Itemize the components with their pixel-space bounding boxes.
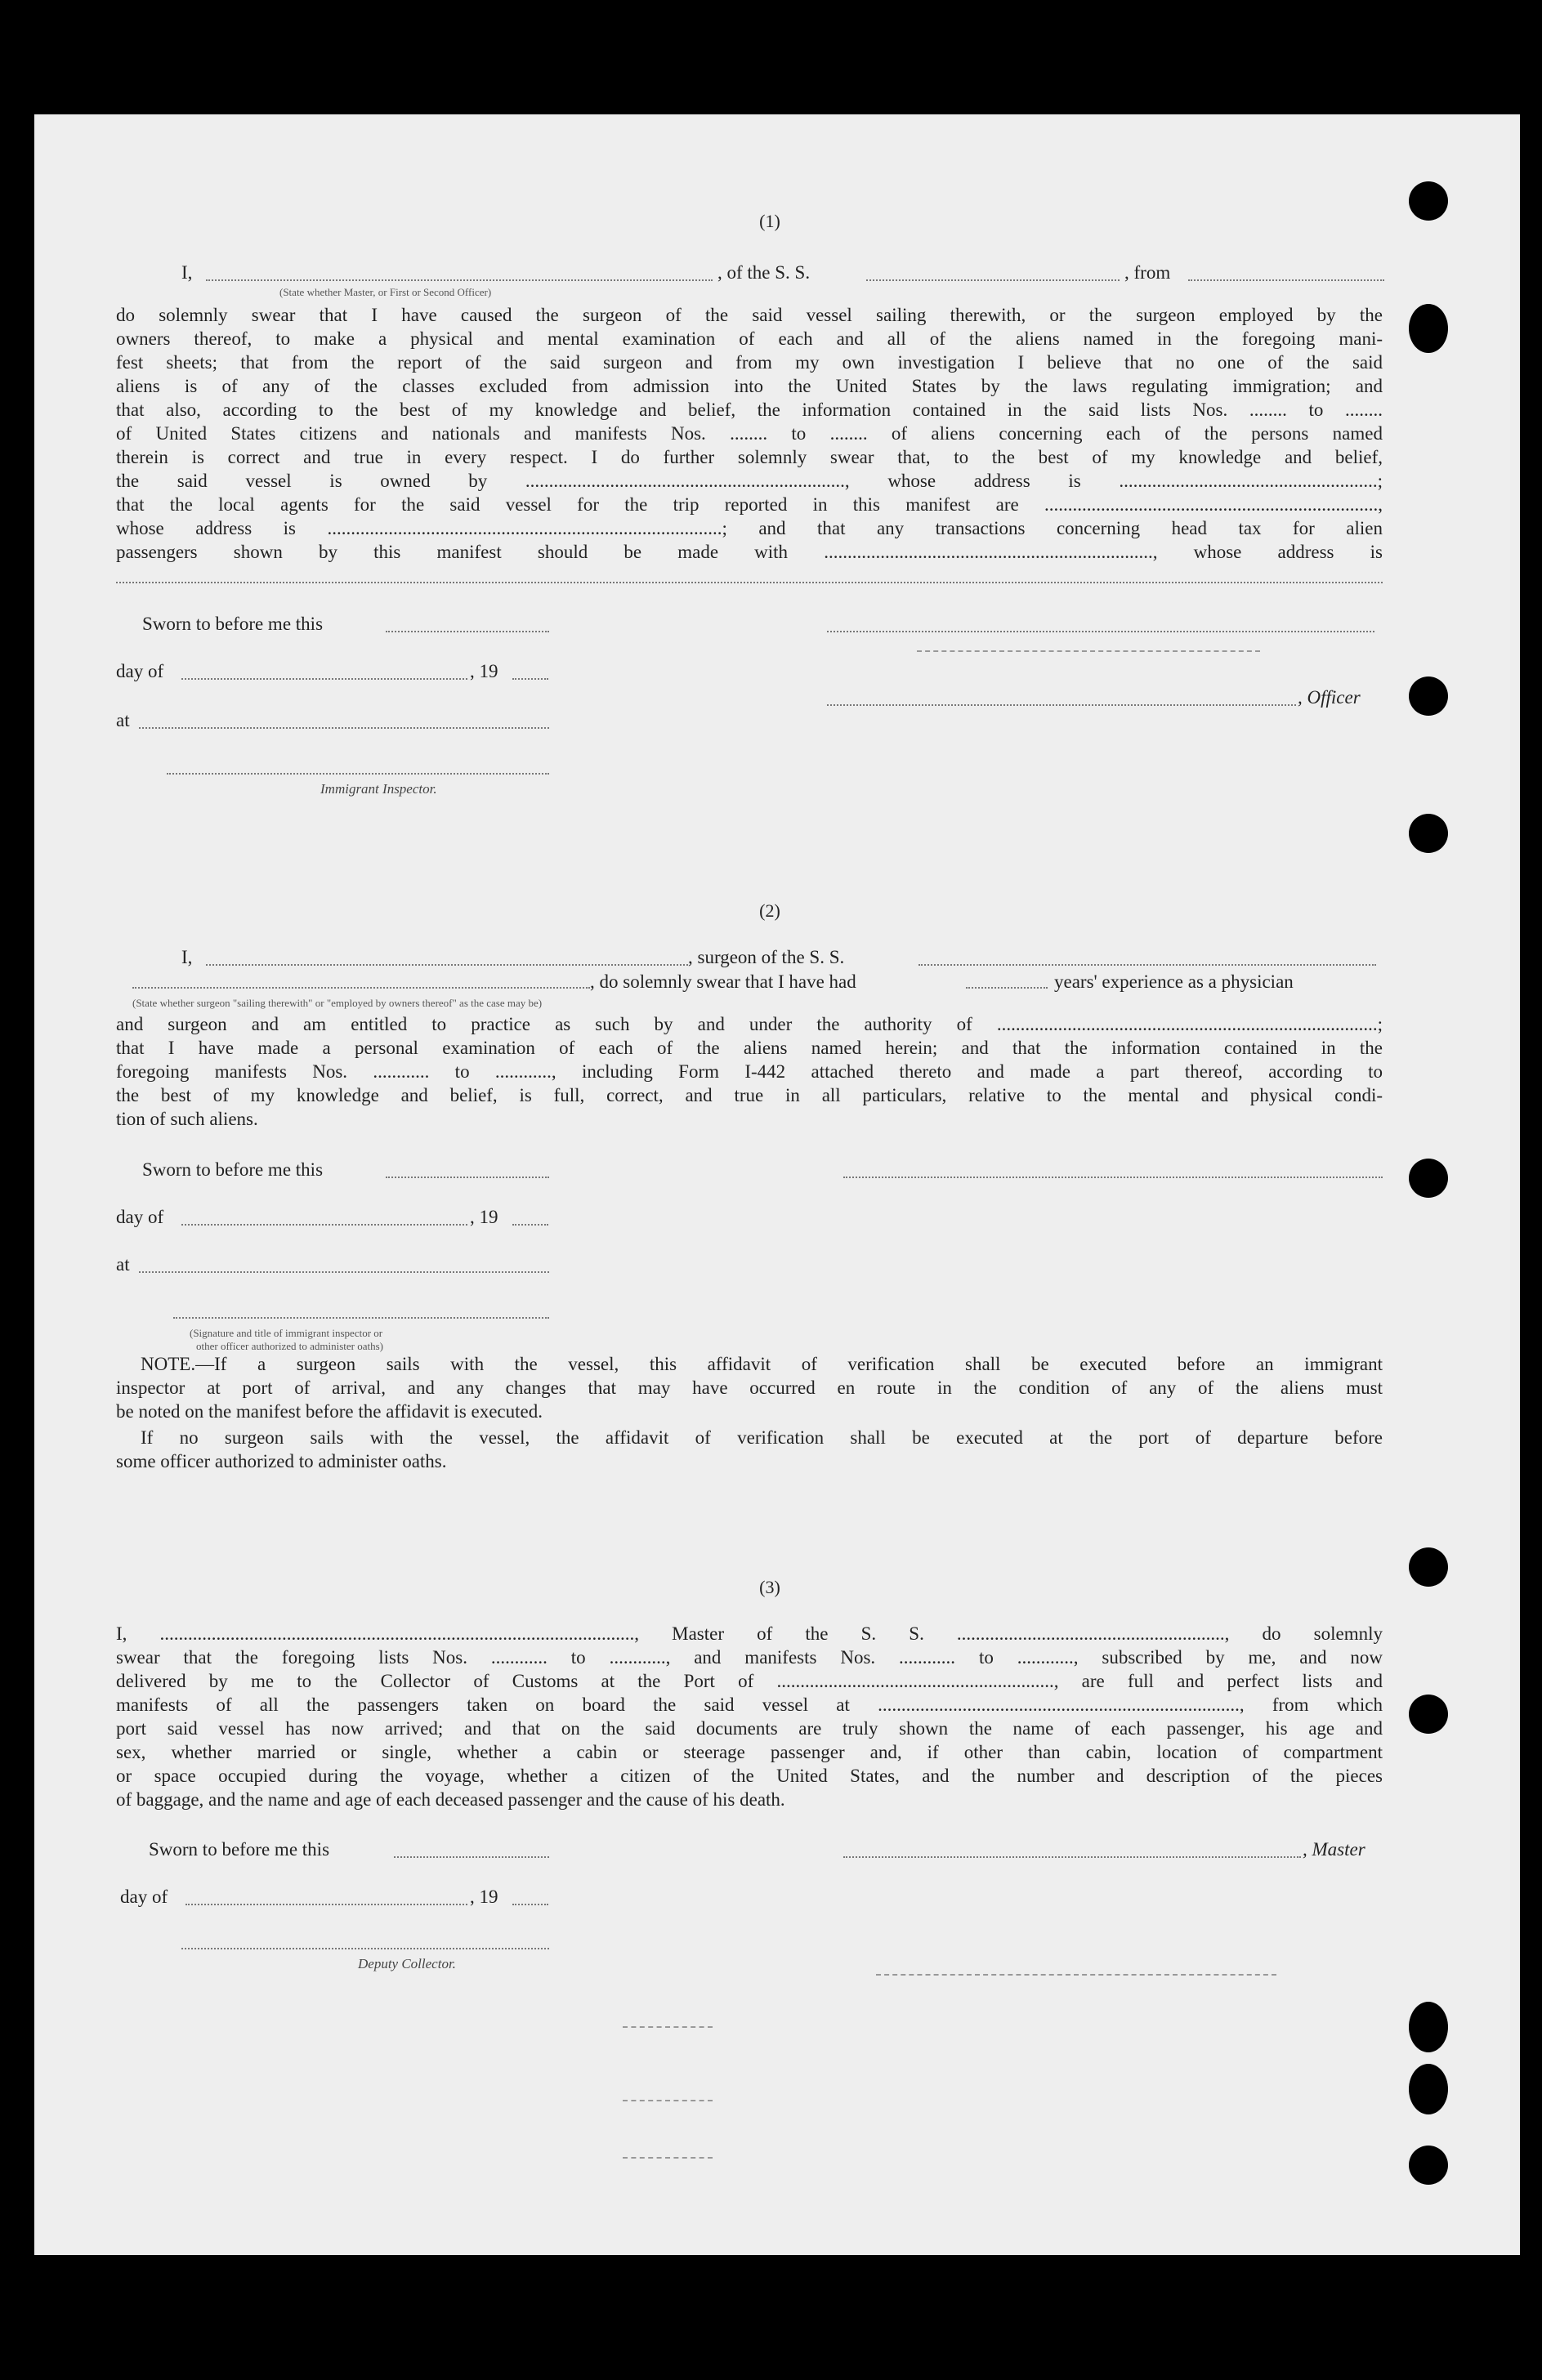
blank-line (394, 1856, 549, 1858)
signature-line (167, 773, 549, 775)
section-1-line: therein is correct and true in every respect. I do further solemnly swear that, to the best of my knowledge and belief, (116, 447, 1383, 467)
blank-line (181, 678, 467, 680)
section-1-line: the said vessel is owned by ...................................................................., whose address is .......................................................; (116, 471, 1383, 491)
section-3-line: delivered by me to the Collector of Customs at the Port of ..........................................................., are full and perfect lists and (116, 1671, 1383, 1691)
section-2-year: , 19 (470, 1207, 498, 1227)
blank-line (866, 279, 1120, 281)
section-3-line: sex, whether married or single, whether a cabin or steerage passenger and, if other than cabin, location of compartment (116, 1742, 1383, 1762)
section-2-swear: , do solemnly swear that I have had (590, 971, 856, 992)
signature-line (843, 1177, 1383, 1178)
section-3-line: I, ....................................................................................................., Master of the S. S. ........................................................., do solemnly (116, 1623, 1383, 1644)
section-1-line: do solemnly swear that I have caused the surgeon of the said vessel sailing therewith, or the surgeon employed by the (116, 305, 1383, 325)
signature-line (173, 1317, 549, 1319)
blank-line (185, 1904, 467, 1905)
section-2-surgeon: , surgeon of the S. S. (688, 947, 845, 967)
section-1-rank-note: (State whether Master, or First or Second Officer) (279, 286, 492, 298)
blank-line (139, 1271, 549, 1273)
section-1-at: at (116, 710, 130, 730)
binder-hole (1409, 1547, 1448, 1587)
signature-line (843, 1856, 1301, 1858)
section-2-i: I, (181, 947, 193, 967)
binder-hole (1409, 1159, 1448, 1198)
section-1-officer: , Officer (1298, 687, 1361, 708)
section-2-sworn: Sworn to before me this (142, 1159, 324, 1180)
section-1-line: that also, according to the best of my knowledge and belief, the information contained in the said lists Nos. ........ to ........ (116, 400, 1383, 420)
blank-line (386, 1177, 549, 1178)
section-3-deputy: Deputy Collector. (358, 1956, 456, 1971)
section-1-sworn: Sworn to before me this (142, 614, 324, 634)
section-1-day: day of (116, 661, 164, 681)
section-2-note-line: NOTE.—If a surgeon sails with the vessel, this affidavit of verification shall be executed before an immigrant (141, 1354, 1383, 1374)
blank-line (206, 964, 688, 966)
section-2-line: foregoing manifests Nos. ............ to ............, including Form I-442 attached thereto and made a part thereof, according to (116, 1061, 1383, 1082)
section-2-years: years' experience as a physician (1054, 971, 1294, 992)
section-1-number: (1) (759, 211, 780, 231)
section-2-number: (2) (759, 900, 780, 921)
section-2-note2-last: some officer authorized to administer oaths. (116, 1451, 447, 1471)
blank-line (386, 631, 549, 632)
binder-hole (1409, 2064, 1448, 2114)
section-2-at: at (116, 1254, 130, 1275)
blank-line (1188, 279, 1384, 281)
blank-line (966, 987, 1048, 989)
blank-line (132, 987, 590, 989)
section-3-number: (3) (759, 1577, 780, 1597)
section-2-line: and surgeon and am entitled to practice as such by and under the authority of .................................................................................; (116, 1014, 1383, 1034)
section-2-note-last: be noted on the manifest before the affidavit is executed. (116, 1401, 543, 1422)
section-1-line: passengers shown by this manifest should be made with ......................................................................, whose address is (116, 542, 1383, 562)
section-1-line: of United States citizens and nationals and manifests Nos. ........ to ........ of aliens concerning each of the persons named (116, 423, 1383, 444)
binder-hole (1409, 2002, 1448, 2052)
section-1-inspector: Immigrant Inspector. (320, 781, 437, 797)
section-3-year: , 19 (470, 1887, 498, 1907)
section-3-master: , Master (1303, 1839, 1365, 1860)
section-3-sworn: Sworn to before me this (149, 1839, 330, 1860)
binder-hole (1409, 304, 1448, 353)
section-1-line: owners thereof, to make a physical and mental examination of each and all of the aliens named in the foregoing mani- (116, 328, 1383, 349)
blank-line (512, 1904, 548, 1905)
section-2-sig-note-2: other officer authorized to administer oaths) (196, 1340, 383, 1352)
faint-rule (876, 1974, 1276, 1976)
section-1-from: , from (1124, 262, 1171, 283)
signature-line (827, 631, 1374, 632)
section-1-line: fest sheets; that from the report of the said surgeon and from my own investigation I believe that no one of the said (116, 352, 1383, 373)
section-1-line: whose address is ....................................................................................; and that any transactions concerning head tax for alien (116, 518, 1383, 538)
binder-hole (1409, 814, 1448, 853)
blank-line (181, 1224, 467, 1226)
section-3-line: manifests of all the passengers taken on board the said vessel at ............................................................................., from which (116, 1695, 1383, 1715)
section-3-line: or space occupied during the voyage, whether a citizen of the United States, and the number and description of the pieces (116, 1766, 1383, 1786)
section-1-i: I, (181, 262, 193, 283)
section-1-line: that the local agents for the said vessel for the trip reported in this manifest are ......................................................................., (116, 494, 1383, 515)
section-2-role-note: (State whether surgeon "sailing therewith" or "employed by owners thereof" as the case may be) (132, 997, 543, 1009)
section-1-line: aliens is of any of the classes excluded from admission into the United States by the laws regulating immigration; and (116, 376, 1383, 396)
section-2-note-line: inspector at port of arrival, and any changes that may have occurred en route in the condition of any of the aliens must (116, 1378, 1383, 1398)
binder-hole (1409, 2146, 1448, 2185)
signature-line (827, 704, 1296, 706)
section-1-year: , 19 (470, 661, 498, 681)
blank-line (139, 727, 549, 729)
faint-rule (623, 2157, 713, 2159)
blank-line (918, 964, 1376, 966)
binder-hole (1409, 181, 1448, 221)
section-2-line: that I have made a personal examination of each of the aliens named herein; and that the information contained in the (116, 1038, 1383, 1058)
section-2-day: day of (116, 1207, 164, 1227)
section-3-day: day of (120, 1887, 168, 1907)
signature-line (181, 1948, 549, 1949)
binder-hole (1409, 1695, 1448, 1734)
blank-line (512, 1224, 548, 1226)
section-2-line: the best of my knowledge and belief, is full, correct, and true in all particulars, relative to the mental and physical condi- (116, 1085, 1383, 1105)
faint-rule (917, 650, 1260, 652)
manifest-oath-page (34, 114, 1520, 2255)
section-2-sig-note-1: (Signature and title of immigrant inspector or (190, 1327, 383, 1339)
binder-hole (1409, 676, 1448, 716)
section-3-line: swear that the foregoing lists Nos. ............ to ............, and manifests Nos. ............ to ............, subscribed by me, and now (116, 1647, 1383, 1668)
blank-line (116, 582, 1383, 583)
faint-rule (623, 2026, 713, 2028)
section-2-note2-line: If no surgeon sails with the vessel, the affidavit of verification shall be executed at the port of departure before (141, 1427, 1383, 1448)
section-3-line-last: of baggage, and the name and age of each deceased passenger and the cause of his death. (116, 1789, 785, 1810)
blank-line (512, 678, 548, 680)
section-2-line-last: tion of such aliens. (116, 1109, 258, 1129)
faint-rule (623, 2100, 713, 2101)
section-3-line: port said vessel has now arrived; and that on the said documents are truly shown the name of each passenger, his age and (116, 1718, 1383, 1739)
section-1-of-ss: , of the S. S. (717, 262, 811, 283)
